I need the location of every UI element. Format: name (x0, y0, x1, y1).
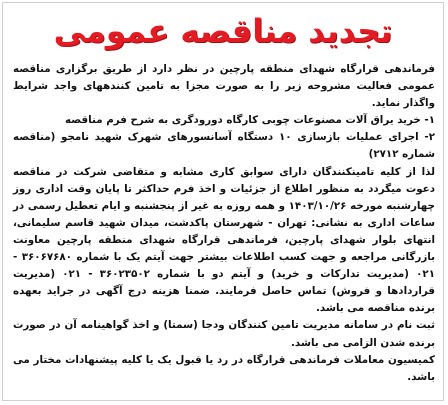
title-banner (3, 5, 443, 57)
tender-item-1: ۱- خرید یراق آلات مصنوعات چوبی کارگاه دورودگری به شرح فرم مناقصه (65, 114, 435, 127)
closing-paragraph: کمیسیون معاملات فرماندهی قرارگاه در رد یا قبول یک یا کلیه پیشنهادات مختار می باشد. (13, 353, 435, 383)
registration-note: ثبت نام در سامانه مدیریت تامین کنندگان ودجا (سمتا) و اخذ گواهینامه آن در صورت برنده شدن الزامی می باشد. (13, 319, 435, 349)
details-paragraph: لذا از کلیه تامینکنندگان دارای سوابق کاری مشابه و متقاضی شرکت در مناقصه دعوت میگردد به منظور اطلاع از جزئیات و اخذ فرم حداکثر تا پایان وقت اداری روز چهارشنبه مورخه ۱۴۰۳/۱۰/۲۶ و همه روزه به غیر از پنجشنبه و ایام تعطیل رسمی در ساعات اداری به نشانی: تهران - شهرستان پاکدشت، میدان شهید قاسم سلیمانی، انتهای بلوار شهدای پارچین، فرماندهی قرارگاه شهدای منطقه پارچین معاونت بازرگانی مراجعه و جهت کسب اطلاعات بیشتر جهت آیتم یک با شماره ۳۶۰۶۷۶۸۰ - ۰۲۱ (مدیریت تدارکات و خرید) و آیتم دو با شماره ۳۶۰۲۳۵۰۲ - ۰۲۱ (مدیریت قراردادها و فروش) تماس حاصل فرمایند. ضمنا هزینه درج آگهی در جراید بعهده برنده مناقصه می باشد. (13, 165, 435, 315)
intro-paragraph: فرماندهی قرارگاه شهدای منطقه پارچین در نظر دارد از طریق برگزاری مناقصه عمومی فعالیت مشروحه زیر را به صورت مجزا به تامین کنندههای واجد شرایط واگذار نماید. (13, 63, 435, 110)
notice-body (13, 61, 435, 386)
tender-item-2: ۲- اجرای عملیات بازسازی ۱۰ دستگاه آسانسورهای شهرک شهید نامجو (مناقصه شماره ۲۷۱۲) (13, 131, 435, 161)
notice-title: تجدید مناقصه عمومی (53, 12, 393, 50)
tender-notice (2, 2, 444, 401)
